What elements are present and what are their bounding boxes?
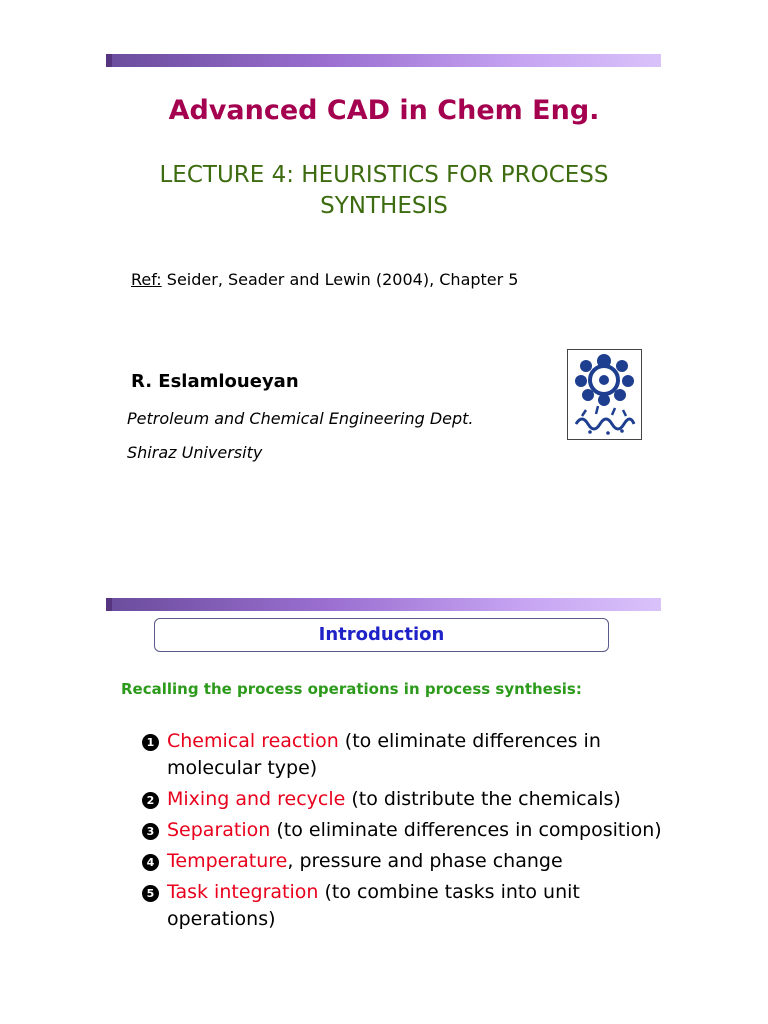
item-description: (to combine tasks into unit operations) [167, 881, 580, 930]
item-description: , pressure and phase change [287, 850, 563, 872]
item-description: (to eliminate differences in composition) [270, 819, 662, 841]
lecture-subtitle: LECTURE 4: HEURISTICS FOR PROCESS SYNTHESIS [159, 162, 609, 219]
intro-line: Recalling the process operations in process synthesis: [121, 680, 582, 698]
shiraz-university-logo-icon [567, 349, 642, 440]
item-highlight: Separation [167, 819, 271, 841]
number-5-icon: 5 [142, 885, 159, 902]
section-heading-box [154, 618, 609, 652]
number-2-icon: 2 [142, 792, 159, 809]
reference-line [131, 270, 518, 289]
reference-text: Seider, Seader and Lewin (2004), Chapter 5 [161, 270, 519, 289]
list-item [142, 879, 662, 933]
item-highlight: Task integration [167, 881, 319, 903]
slide-header-bar [106, 54, 661, 67]
number-1-icon: 1 [142, 734, 159, 751]
university-name: Shiraz University [127, 443, 263, 462]
list-item [142, 786, 662, 813]
item-highlight: Temperature [167, 850, 288, 872]
item-description: (to distribute the chemicals) [345, 788, 621, 810]
process-operations-list [142, 728, 662, 937]
number-4-icon: 4 [142, 854, 159, 871]
list-item [142, 848, 662, 875]
section-heading: Introduction [318, 624, 445, 645]
slide-title: Advanced CAD in Chem Eng. [168, 95, 600, 126]
department-name: Petroleum and Chemical Engineering Dept. [127, 409, 474, 428]
list-item [142, 817, 662, 844]
slide-header-bar [106, 598, 661, 611]
item-highlight: Chemical reaction [167, 730, 339, 752]
list-item [142, 728, 662, 782]
reference-label: Ref: [131, 270, 162, 289]
number-3-icon: 3 [142, 823, 159, 840]
item-description: (to eliminate differences in molecular type) [167, 730, 601, 779]
author-name: R. Eslamloueyan [131, 371, 299, 392]
introduction-slide [0, 580, 768, 1024]
item-highlight: Mixing and recycle [167, 788, 346, 810]
